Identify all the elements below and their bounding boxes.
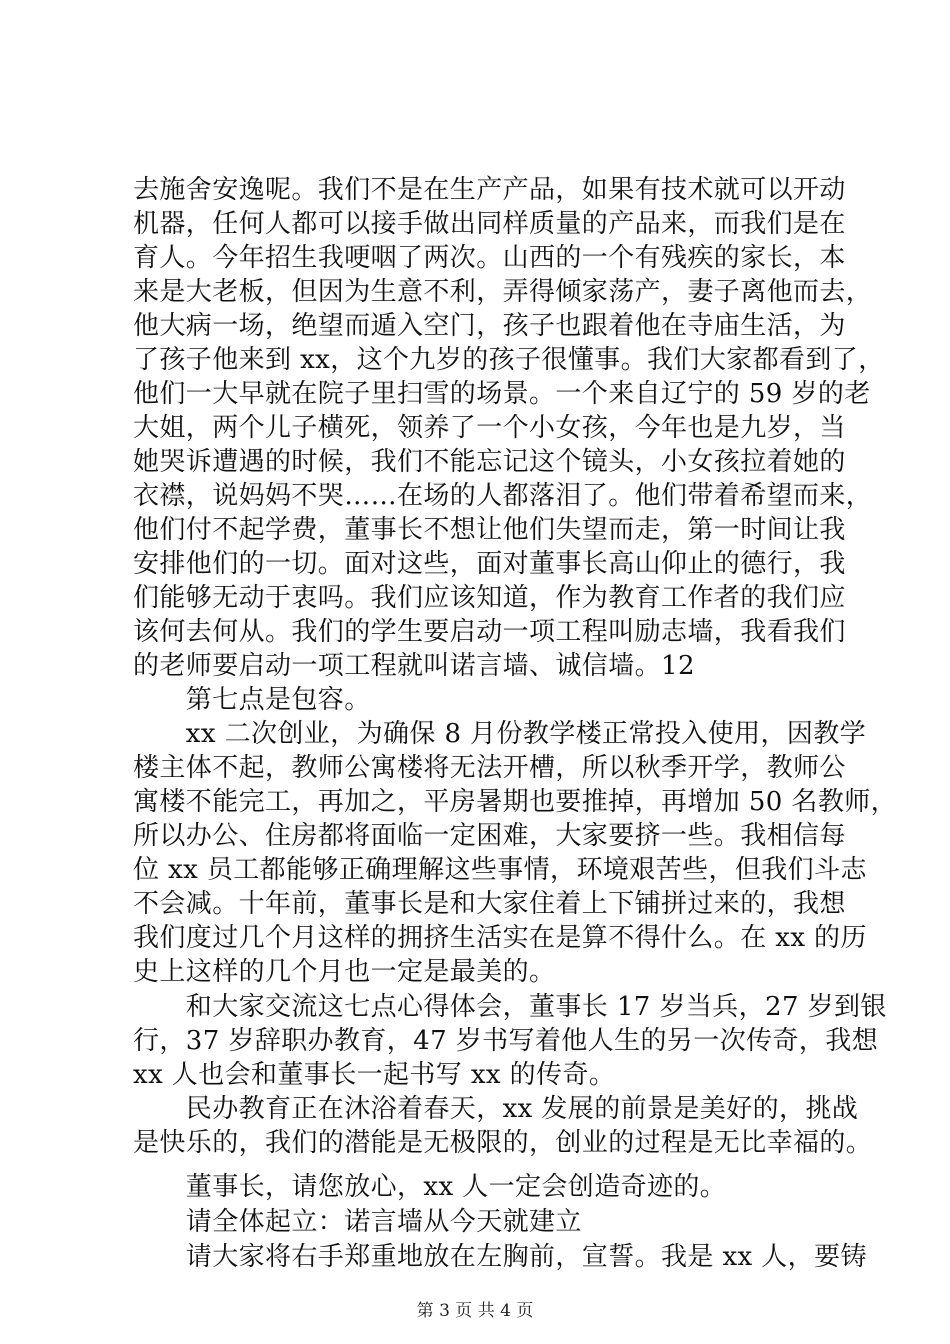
text-line: 所以办公、住房都将面临一定困难，大家要挤一些。我相信每 bbox=[133, 821, 846, 851]
page-number-footer: 第 3 页 共 4 页 bbox=[416, 1301, 534, 1321]
text-line: 寓楼不能完工，再加之，平房暑期也要推掉，再增加 50 名教师， bbox=[133, 787, 898, 817]
text-line: 的老师要启动一项工程就叫诺言墙、诚信墙。12 bbox=[133, 651, 695, 681]
text-line: 该何去何从。我们的学生要启动一项工程叫励志墙，我看我们 bbox=[133, 617, 846, 647]
text-line: 位 xx 员工都能够正确理解这些事情，环境艰苦些，但我们斗志 bbox=[133, 855, 867, 885]
text-line: 史上这样的几个月也一定是最美的。 bbox=[133, 957, 556, 987]
text-line: 民办教育正在沐浴着春天，xx 发展的前景是美好的，挑战 bbox=[133, 1094, 859, 1124]
text-line: 行，37 岁辞职办教育，47 岁书写着他人生的另一次传奇，我想 bbox=[133, 1026, 879, 1056]
text-line: 了孩子他来到 xx，这个九岁的孩子很懂事。我们大家都看到了， bbox=[133, 345, 885, 375]
text-line: 请全体起立：诺言墙从今天就建立 bbox=[133, 1207, 582, 1237]
text-line: 大姐，两个儿子横死，领养了一个小女孩，今年也是九岁，当 bbox=[133, 413, 846, 443]
text-line: 来是大老板，但因为生意不利，弄得倾家荡产，妻子离他而去， bbox=[133, 277, 873, 307]
text-line: 是快乐的，我们的潜能是无极限的，创业的过程是无比幸福的。 bbox=[133, 1128, 873, 1158]
text-line: 请大家将右手郑重地放在左胸前，宣誓。我是 xx 人，要铸 bbox=[133, 1242, 867, 1272]
text-line: 楼主体不起，教师公寓楼将无法开槽，所以秋季开学，教师公 bbox=[133, 753, 846, 783]
section-heading: 第七点是包容。 bbox=[133, 685, 371, 715]
text-line: 和大家交流这七点心得体会，董事长 17 岁当兵，27 岁到银 bbox=[133, 992, 887, 1022]
text-line: 他们一大早就在院子里扫雪的场景。一个来自辽宁的 59 岁的老 bbox=[133, 379, 871, 409]
text-line: 不会减。十年前，董事长是和大家住着上下铺拼过来的，我想 bbox=[133, 889, 846, 919]
text-line: 董事长，请您放心，xx 人一定会创造奇迹的。 bbox=[133, 1172, 727, 1202]
text-line: 去施舍安逸呢。我们不是在生产产品，如果有技术就可以开动 bbox=[133, 175, 846, 205]
text-line: 衣襟，说妈妈不哭……在场的人都落泪了。他们带着希望而来， bbox=[133, 481, 873, 511]
text-line: 他们付不起学费，董事长不想让他们失望而走，第一时间让我 bbox=[133, 515, 846, 545]
text-line: 机器，任何人都可以接手做出同样质量的产品来，而我们是在 bbox=[133, 209, 846, 239]
text-line: 他大病一场，绝望而遁入空门，孩子也跟着他在寺庙生活，为 bbox=[133, 311, 846, 341]
text-line: xx 人也会和董事长一起书写 xx 的传奇。 bbox=[133, 1060, 616, 1090]
text-line: xx 二次创业，为确保 8 月份教学楼正常投入使用，因教学 bbox=[133, 719, 867, 749]
text-line: 们能够无动于衷吗。我们应该知道，作为教育工作者的我们应 bbox=[133, 583, 846, 613]
text-line: 她哭诉遭遇的时候，我们不能忘记这个镜头，小女孩拉着她的 bbox=[133, 447, 846, 477]
text-line: 育人。今年招生我哽咽了两次。山西的一个有残疾的家长，本 bbox=[133, 243, 846, 273]
text-line: 我们度过几个月这样的拥挤生活实在是算不得什么。在 xx 的历 bbox=[133, 923, 867, 953]
text-line: 安排他们的一切。面对这些，面对董事长高山仰止的德行，我 bbox=[133, 549, 846, 579]
